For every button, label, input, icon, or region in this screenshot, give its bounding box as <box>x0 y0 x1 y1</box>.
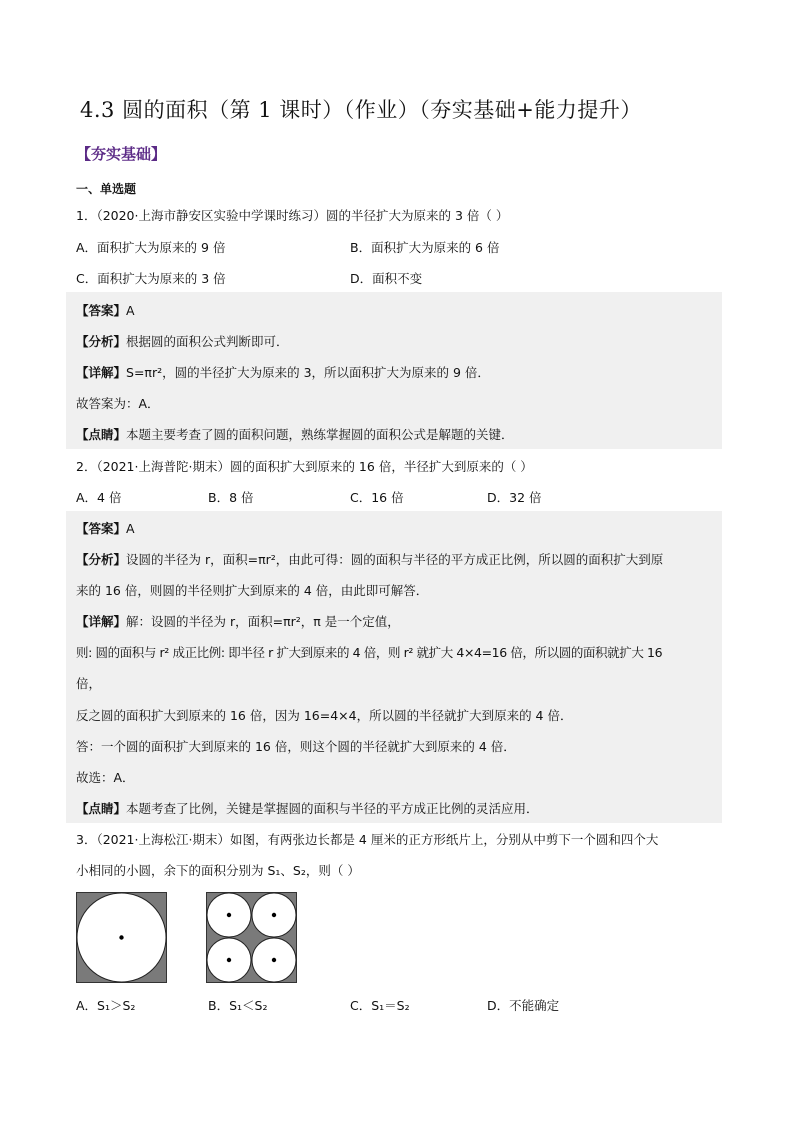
q1-option-c: C．面积扩大为原来的 3 倍 <box>76 271 226 286</box>
q2-detail-line-5: 答：一个圆的面积扩大到原来的 16 倍，则这个圆的半径就扩大到原来的 4 倍． <box>76 739 516 754</box>
section-label: 【夯实基础】 <box>76 145 167 163</box>
q2-answer: 【答案】A <box>76 521 135 536</box>
q2-detail-line-2: 则: 圆的面积与 r² 成正比例: 即半径 r 扩大到原来的 4 倍，则 r² 就扩大 4×4=16 倍，所以圆的面积就扩大 16 <box>76 645 663 660</box>
center-dot <box>227 913 231 917</box>
q2-option-d: D．32 倍 <box>487 490 542 505</box>
q2-analysis-line-2: 来的 16 倍，则圆的半径则扩大到原来的 4 倍，由此即可解答． <box>76 583 429 598</box>
figure-one-circle-square <box>76 892 167 983</box>
page-title: 4.3 圆的面积（第 1 课时）（作业）（夯实基础+能力提升） <box>80 98 642 122</box>
q1-stem: 1．（2020·上海市静安区实验中学课时练习）圆的半径扩大为原来的 3 倍（ ） <box>76 208 509 223</box>
q2-detail-line-4: 反之圆的面积扩大到原来的 16 倍，因为 16=4×4，所以圆的半径就扩大到原来的 4 倍． <box>76 708 573 723</box>
question-type-heading: 一、单选题 <box>76 182 137 196</box>
q1-detail: 【详解】S=πr²，圆的半径扩大为原来的 3，所以面积扩大为原来的 9 倍． <box>76 365 490 380</box>
center-dot <box>272 958 276 962</box>
q1-answer: 【答案】A <box>76 303 135 318</box>
q2-detail-line-3: 倍， <box>76 676 102 691</box>
figure-four-circles-square <box>206 892 297 983</box>
q2-conclusion: 故选：A． <box>76 770 135 785</box>
q1-option-d: D．面积不变 <box>350 271 423 286</box>
center-dot <box>119 935 123 939</box>
center-dot <box>227 958 231 962</box>
q2-stem: 2．（2021·上海普陀·期末）圆的面积扩大到原来的 16 倍，半径扩大到原来的（ ） <box>76 459 533 474</box>
q2-option-c: C．16 倍 <box>350 490 404 505</box>
q3-stem-line-2: 小相同的小圆，余下的面积分别为 S₁、S₂，则（ ） <box>76 863 360 878</box>
q3-stem-line-1: 3．（2021·上海松江·期末）如图，有两张边长都是 4 厘米的正方形纸片上，分别从中剪下一个圆和四个大 <box>76 832 659 847</box>
q2-option-a: A．4 倍 <box>76 490 122 505</box>
q2-detail-line-1: 【详解】解：设圆的半径为 r，面积=πr²，π 是一个定值， <box>76 614 400 629</box>
q1-comment: 【点睛】本题主要考查了圆的面积问题，熟练掌握圆的面积公式是解题的关键． <box>76 427 514 442</box>
q2-analysis-line-1: 【分析】设圆的半径为 r，面积=πr²，由此可得：圆的面积与半径的平方成正比例，所以圆的面积扩大到原 <box>76 552 664 567</box>
q3-option-c: C．S₁＝S₂ <box>350 998 410 1013</box>
q1-analysis: 【分析】根据圆的面积公式判断即可． <box>76 334 289 349</box>
q1-conclusion: 故答案为：A． <box>76 396 160 411</box>
q2-option-b: B．8 倍 <box>208 490 254 505</box>
q1-option-b: B．面积扩大为原来的 6 倍 <box>350 240 500 255</box>
q2-comment: 【点睛】本题考查了比例，关键是掌握圆的面积与半径的平方成正比例的灵活应用． <box>76 801 539 816</box>
q3-option-d: D．不能确定 <box>487 998 560 1013</box>
center-dot <box>272 913 276 917</box>
q3-option-a: A．S₁＞S₂ <box>76 998 136 1013</box>
q3-option-b: B．S₁＜S₂ <box>208 998 268 1013</box>
q1-option-a: A．面积扩大为原来的 9 倍 <box>76 240 226 255</box>
